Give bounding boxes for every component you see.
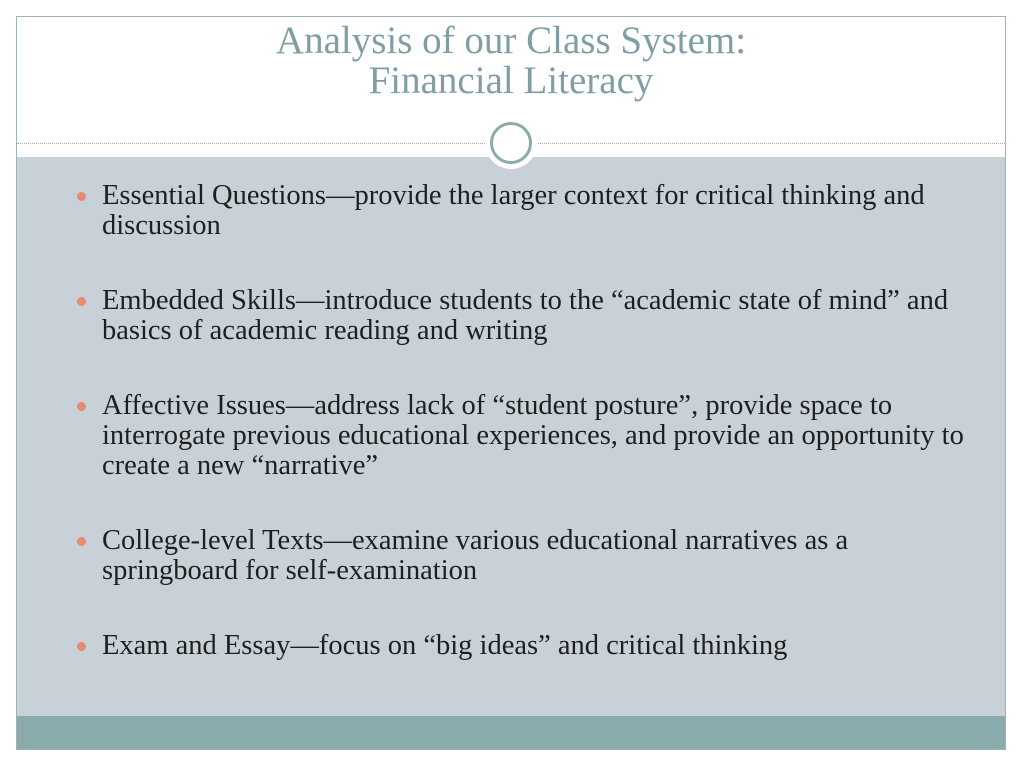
slide-frame — [16, 16, 1006, 750]
bullet-item — [17, 286, 965, 346]
bullet-dot-icon — [77, 192, 86, 201]
circle-ring-icon — [490, 122, 532, 164]
bullet-list — [17, 181, 1005, 706]
slide-title — [17, 17, 1005, 101]
bullet-text: Affective Issues—address lack of “student posture”, provide space to interrogate previous educational experiences, and provide an opportunity to create a new “narrative” — [102, 390, 964, 481]
bullet-text: Exam and Essay—focus on “big ideas” and critical thinking — [102, 630, 788, 661]
bullet-dot-icon — [77, 297, 86, 306]
bullet-dot-icon — [77, 642, 86, 651]
title-line-1: Analysis of our Class System: — [275, 19, 747, 62]
footer-band — [17, 716, 1005, 750]
bullet-item — [17, 181, 965, 241]
title-line-2: Financial Literacy — [368, 59, 654, 102]
bullet-dot-icon — [77, 402, 86, 411]
bullet-item — [17, 526, 965, 586]
bullet-item — [17, 631, 965, 661]
bullet-text: Embedded Skills—introduce students to the “academic state of mind” and basics of academic reading and writing — [102, 285, 949, 346]
bullet-item — [17, 391, 965, 481]
bullet-dot-icon — [77, 537, 86, 546]
bullet-text: College-level Texts—examine various educational narratives as a springboard for self-examination — [102, 525, 849, 586]
bullet-text: Essential Questions—provide the larger context for critical thinking and discussion — [102, 180, 925, 241]
